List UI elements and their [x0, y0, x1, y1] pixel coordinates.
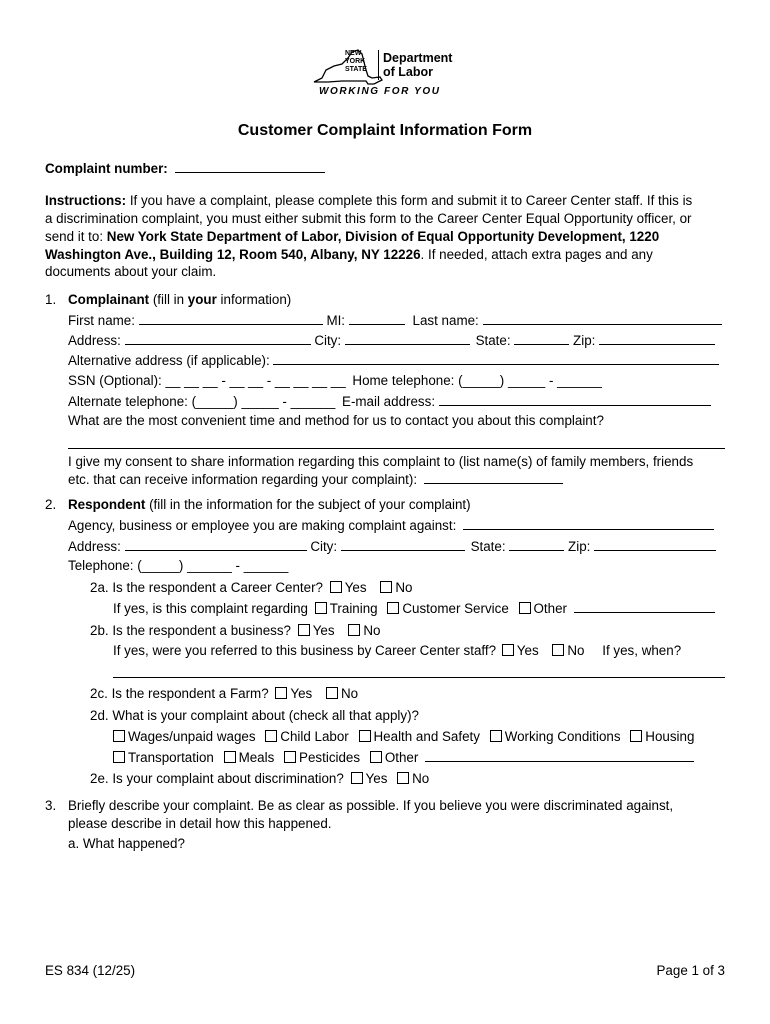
section3-line2: please describe in detail how this happened.	[68, 816, 332, 831]
section1-heading	[68, 292, 291, 308]
yes-label: Yes	[290, 686, 313, 701]
q2b-row	[90, 623, 380, 639]
complaint-number-label: Complaint number:	[45, 161, 168, 176]
pesticides-checkbox[interactable]	[284, 751, 296, 763]
home-telephone-field[interactable]: Home telephone: (_____) _____ - ______	[352, 373, 602, 388]
child-labor-checkbox[interactable]	[265, 730, 277, 742]
instructions-line: a discrimination complaint, you must either submit this form to the Career Center Equal Opportunity officer, or	[45, 211, 692, 226]
q2b-question: 2b. Is the respondent a business?	[90, 623, 291, 638]
zip-label: Zip:	[573, 333, 596, 348]
instructions-line	[45, 247, 653, 263]
q2e-question: 2e. Is your complaint about discrimination?	[90, 771, 344, 786]
section1-heading-text: (fill in	[149, 292, 188, 307]
customer-service-label: Customer Service	[402, 601, 509, 616]
section1-heading-text: information)	[216, 292, 292, 307]
referral-when-line[interactable]	[113, 677, 725, 678]
zip-field[interactable]	[599, 332, 715, 345]
section1-heading-bold: Complainant	[68, 292, 150, 307]
agency-field[interactable]	[463, 517, 714, 530]
training-label: Training	[329, 601, 378, 616]
contact-answer-line[interactable]	[68, 448, 725, 449]
state-field[interactable]	[514, 332, 569, 345]
form-id: ES 834 (12/25)	[45, 963, 136, 978]
instructions-line: documents about your claim.	[45, 264, 217, 279]
q2a-yes-checkbox[interactable]	[330, 581, 342, 593]
q2c-question: 2c. Is the respondent a Farm?	[90, 686, 269, 701]
housing-checkbox[interactable]	[630, 730, 642, 742]
respondent-address-label: Address:	[68, 539, 121, 554]
instructions-line	[45, 193, 692, 209]
q2b-no-checkbox[interactable]	[348, 624, 360, 636]
page-number: Page 1 of 3	[656, 963, 725, 978]
instructions-text: If you have a complaint, please complete this form and submit it to Career Center staff. If this is	[126, 193, 693, 208]
no-label: No	[412, 771, 430, 786]
respondent-address-row	[68, 538, 716, 555]
customer-service-checkbox[interactable]	[387, 602, 399, 614]
city-field[interactable]	[345, 332, 470, 345]
consent-text: etc. that can receive information regarding your complaint):	[68, 472, 418, 487]
referred-no-checkbox[interactable]	[552, 644, 564, 656]
working-conditions-label: Working Conditions	[504, 729, 621, 744]
other-complaint-checkbox[interactable]	[370, 751, 382, 763]
housing-label: Housing	[645, 729, 695, 744]
section2-heading-bold: Respondent	[68, 497, 146, 512]
q2a-row	[90, 580, 412, 596]
no-label: No	[395, 580, 413, 595]
address-field[interactable]	[125, 332, 311, 345]
respondent-zip-field[interactable]	[594, 538, 716, 551]
wages-checkbox[interactable]	[113, 730, 125, 742]
complaint-number-row	[45, 160, 325, 177]
no-label: No	[340, 686, 359, 701]
nys-dol-logo	[312, 48, 462, 100]
health-safety-label: Health and Safety	[373, 729, 480, 744]
section3-number: 3.	[45, 798, 57, 813]
transportation-label: Transportation	[128, 750, 214, 765]
q2e-no-checkbox[interactable]	[397, 772, 409, 784]
ssn-phone-row	[68, 373, 602, 389]
complaint-number-field[interactable]	[175, 160, 325, 173]
alt-address-row	[68, 352, 719, 369]
respondent-address-field[interactable]	[125, 538, 307, 551]
no-label: No	[363, 623, 381, 638]
alt-phone-email-row	[68, 393, 711, 410]
wages-label: Wages/unpaid wages	[128, 729, 256, 744]
respondent-state-label: State:	[470, 539, 506, 554]
health-safety-checkbox[interactable]	[359, 730, 371, 742]
training-checkbox[interactable]	[315, 602, 327, 614]
other-complaint-label: Other	[384, 750, 419, 765]
q2d-options-row2	[113, 749, 694, 766]
ssn-field[interactable]: SSN (Optional): __ __ __ - __ __ - __ __ __ __	[68, 373, 346, 388]
address-label: Address:	[68, 333, 121, 348]
q2d-question: 2d. What is your complaint about (check all that apply)?	[90, 708, 419, 723]
q2b-sub-question: If yes, were you referred to this business by Career Center staff?	[113, 643, 497, 658]
q2c-row	[90, 686, 358, 702]
instructions-text: . If needed, attach extra pages and any	[420, 247, 653, 262]
instructions-label: Instructions:	[45, 193, 127, 208]
if-yes-when-label: If yes, when?	[602, 643, 682, 658]
q2d-options-row1	[113, 729, 694, 745]
logo-state-line: YORK	[345, 58, 366, 65]
q2a-question: 2a. Is the respondent a Career Center?	[90, 580, 323, 595]
respondent-state-field[interactable]	[509, 538, 564, 551]
meals-label: Meals	[238, 750, 275, 765]
logo-dept-line1: Department	[383, 51, 453, 65]
child-labor-label: Child Labor	[280, 729, 349, 744]
section3-line1: Briefly describe your complaint. Be as clear as possible. If you believe you were discriminated against,	[68, 798, 674, 813]
logo-divider	[378, 50, 379, 80]
q2a-sub-row	[113, 600, 715, 617]
agency-row	[68, 517, 714, 534]
q2e-yes-checkbox[interactable]	[351, 772, 363, 784]
alt-telephone-field[interactable]: Alternate telephone: (_____) _____ - ______	[68, 394, 336, 409]
first-name-label: First name:	[68, 313, 135, 328]
agency-label: Agency, business or employee you are making complaint against:	[68, 518, 457, 533]
pesticides-label: Pesticides	[299, 750, 361, 765]
other-label: Other	[533, 601, 568, 616]
respondent-zip-label: Zip:	[568, 539, 591, 554]
q2e-row	[90, 771, 429, 787]
q2a-sub-question: If yes, is this complaint regarding	[113, 601, 308, 616]
yes-label: Yes	[344, 580, 367, 595]
respondent-city-field[interactable]	[341, 538, 465, 551]
section2-number: 2.	[45, 497, 57, 512]
contact-question: What are the most convenient time and method for us to contact you about this complaint?	[68, 413, 604, 428]
section1-number: 1.	[45, 292, 57, 307]
consent-line2	[68, 471, 563, 488]
instructions-line	[45, 229, 659, 245]
respondent-city-label: City:	[310, 539, 338, 554]
q2a-no-checkbox[interactable]	[380, 581, 392, 593]
logo-tagline: WORKING FOR YOU	[319, 86, 441, 97]
working-conditions-checkbox[interactable]	[490, 730, 502, 742]
instructions-address: Washington Ave., Building 12, Room 540, Albany, NY 12226	[45, 247, 421, 262]
alt-address-label: Alternative address (if applicable):	[68, 353, 270, 368]
complainant-address-row	[68, 332, 715, 349]
q2b-sub-row	[113, 643, 681, 659]
respondent-telephone-field[interactable]: Telephone: (_____) ______ - ______	[68, 558, 289, 573]
q2c-yes-checkbox[interactable]	[275, 687, 287, 699]
section3-sub-a: a. What happened?	[68, 836, 185, 851]
email-field[interactable]	[439, 393, 711, 406]
transportation-checkbox[interactable]	[113, 751, 125, 763]
email-label: E-mail address:	[342, 394, 436, 409]
meals-checkbox[interactable]	[224, 751, 236, 763]
yes-label: Yes	[516, 643, 539, 658]
yes-label: Yes	[365, 771, 388, 786]
q2c-no-checkbox[interactable]	[326, 687, 338, 699]
other-checkbox[interactable]	[519, 602, 531, 614]
complainant-name-row	[68, 312, 722, 329]
last-name-field[interactable]	[483, 312, 722, 325]
instructions-address: New York State Department of Labor, Division of Equal Opportunity Development, 1220	[106, 229, 660, 244]
logo-state-line: STATE	[345, 66, 367, 73]
consent-names-field[interactable]	[424, 471, 563, 484]
q2b-yes-checkbox[interactable]	[298, 624, 310, 636]
referred-yes-checkbox[interactable]	[502, 644, 514, 656]
section2-heading	[68, 497, 471, 513]
state-label: State:	[475, 333, 511, 348]
logo-dept-line2: of Labor	[383, 65, 433, 79]
no-label: No	[567, 643, 585, 658]
section2-heading-text: (fill in the information for the subject of your complaint)	[145, 497, 471, 512]
yes-label: Yes	[312, 623, 335, 638]
form-title: Customer Complaint Information Form	[237, 122, 533, 139]
city-label: City:	[314, 333, 342, 348]
first-name-field[interactable]	[139, 312, 323, 325]
mi-label: MI:	[326, 313, 346, 328]
other-field[interactable]	[574, 600, 715, 613]
consent-line1: I give my consent to share information regarding this complaint to (list name(s) of family members, friends	[68, 454, 694, 469]
alt-address-field[interactable]	[273, 352, 719, 365]
mi-field[interactable]	[349, 312, 405, 325]
logo-state-line: NEW	[345, 50, 362, 57]
instructions-text: send it to:	[45, 229, 107, 244]
last-name-label: Last name:	[412, 313, 479, 328]
other-complaint-field[interactable]	[425, 749, 694, 762]
section1-heading-bold: your	[187, 292, 217, 307]
